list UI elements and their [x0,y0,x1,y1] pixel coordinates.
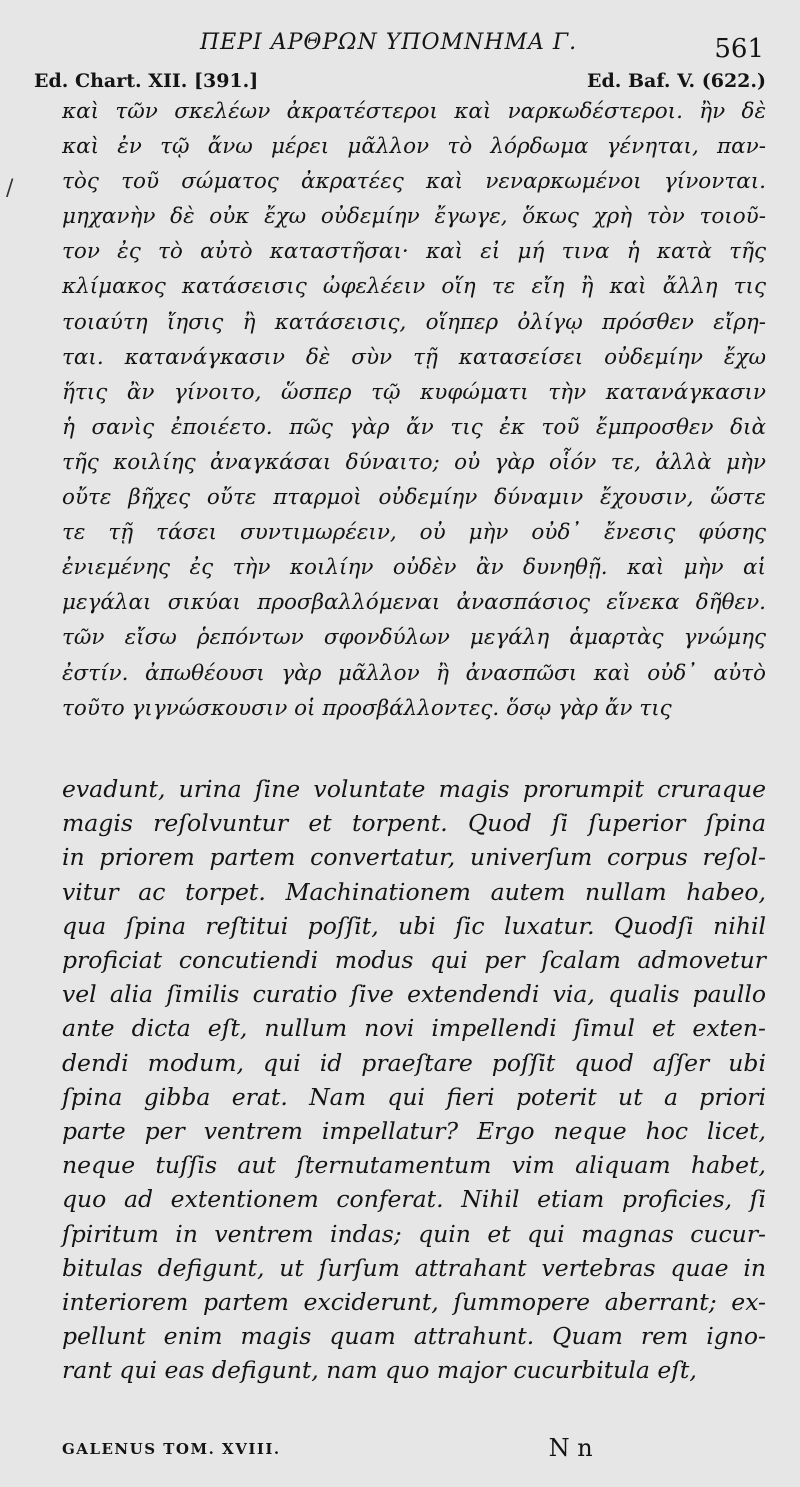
greek-text-line: τοῦτο γιγνώσκουσιν οἱ προσβάλλοντες. ὅσῳ γὰρ ἄν τις [62,695,672,721]
latin-text-line: rant qui eas defigunt, nam quo major cucurbitula eſt, [62,1356,697,1385]
greek-text-line: καὶ τῶν σκελέων ἀκρατέστεροι καὶ ναρκωδέστεροι. ἢν δὲ [62,99,766,124]
greek-text-block [62,94,766,726]
latin-text-line: vel alia ſimilis curatio ſive extendendi via, qualis paullo [62,980,766,1009]
greek-text-line: κλίμακος κατάσεισις ὠφελέειν οἵη τε εἴη ἢ καὶ ἄλλη τις [62,274,766,300]
greek-text-line: καὶ ἐν τῷ ἄνω μέρει μᾶλλον τὸ λόρδωμα γένηται, παν- [62,134,766,160]
greek-text-line: τῆς κοιλίης ἀναγκάσαι δύναιτο; οὐ γὰρ οἷόν τε, ἀλλὰ μὴν [62,449,766,475]
greek-text-line: μεγάλαι σικύαι προσβαλλόμεναι ἀνασπάσιος εἵνεκα δῆθεν. [62,590,766,616]
greek-text-line: ἐστίν. ἀπωθέουσι γὰρ μᾶλλον ἢ ἀνασπῶσι καὶ οὐδ᾽ αὐτὸ [62,660,766,686]
page-footer [62,1434,766,1462]
greek-text-line: ἥτις ἂν γίνοιτο, ὥσπερ τῷ κυφώματι τὴν κατανάγκασιν [62,379,766,405]
latin-text-line: neque tuſſis aut ſternutamentum vim aliquam habet, [62,1151,766,1180]
latin-text-line: dendi modum, qui id praeſtare poſſit quod aſſer ubi [62,1048,766,1077]
greek-text-line: τε τῇ τάσει συντιμωρέειν, οὐ μὴν οὐδ᾽ ἔνεσις φύσης [62,520,766,546]
greek-text-line: τον ἐς τὸ αὐτὸ καταστῆσαι· καὶ εἰ μή τινα ἡ κατὰ τῆς [62,239,766,265]
latin-text-line: proficiat concutiendi modus qui per ſcalam admovetur [62,946,766,975]
latin-text-line: pellunt enim magis quam attrahunt. Quam rem igno- [62,1322,766,1351]
edition-basel: Ed. Baf. V. (622.) [587,70,766,92]
latin-text-line: parte per ventrem impellatur? Ergo neque hoc licet, [62,1117,766,1146]
margin-mark: / [6,176,14,201]
signature-sheet: N n [548,1434,593,1462]
latin-text-line: vitur ac torpet. Machinationem autem nullam habeo, [62,877,766,906]
page-number: 561 [714,34,764,64]
latin-text-line: bitulas defigunt, ut ſurſum attrahant vertebras quae in [62,1253,766,1282]
latin-text-line: ſpina gibba erat. Nam qui fieri poterit ut a priori [62,1082,766,1111]
latin-text-line: in priorem partem convertatur, univerſum corpus reſol- [62,843,766,872]
greek-text-line: ται. κατανάγκασιν δὲ σὺν τῇ κατασείσει οὐδεμίην ἔχω [62,344,766,370]
latin-text-line: ante dicta eſt, nullum novi impellendi ſimul et exten- [62,1014,766,1043]
greek-text-line: ἡ σανὶς ἐποιέετο. πῶς γὰρ ἄν τις ἐκ τοῦ ἔμπροσθεν διὰ [62,414,766,440]
latin-text-line: interiorem partem exciderunt, ſummopere aberrant; ex- [62,1288,766,1317]
latin-text-line: ſpiritum in ventrem indas; quin et qui magnas cucur- [62,1219,766,1248]
latin-text-line: magis reſolvuntur et torpent. Quod ſi ſuperior ſpina [62,809,766,838]
latin-text-line: qua ſpina reſtitui poſſit, ubi ſic luxatur. Quodſi nihil [62,911,766,940]
greek-text-line: τῶν εἴσω ῥεπόντων σφονδύλων μεγάλη ἁμαρτὰς γνώμης [62,625,766,651]
greek-text-line: οὔτε βῆχες οὔτε πταρμοὶ οὐδεμίην δύναμιν ἔχουσιν, ὥστε [62,485,766,511]
edition-chartier: Ed. Chart. XII. [391.] [34,70,259,92]
greek-text-line: ἐνιεμένης ἐς τὴν κοιλίην οὐδὲν ἂν δυνηθῇ. καὶ μὴν αἱ [62,555,766,581]
edition-references [34,70,766,92]
latin-text-line: evadunt, urina ſine voluntate magis prorumpit cruraque [62,775,766,803]
greek-text-line: τὸς τοῦ σώματος ἀκρατέες καὶ νεναρκωμένοι γίνονται. [62,169,766,195]
running-title: ΠΕΡΙ ΑΡΘΡΩΝ ΥΠΟΜΝΗΜΑ Γ. [200,30,578,55]
latin-text-line: quo ad extentionem conferat. Nihil etiam proficies, ſi [62,1185,766,1214]
greek-text-line: τοιαύτη ἴησις ἢ κατάσεισις, οἵηπερ ὀλίγῳ πρόσθεν εἴρη- [62,309,766,335]
greek-text-line: μηχανὴν δὲ οὐκ ἔχω οὐδεμίην ἔγωγε, ὅκως χρὴ τὸν τοιοῦ- [62,204,766,230]
signature-author: GALENUS TOM. XVIII. [62,1440,281,1458]
latin-text-block [62,772,766,1388]
